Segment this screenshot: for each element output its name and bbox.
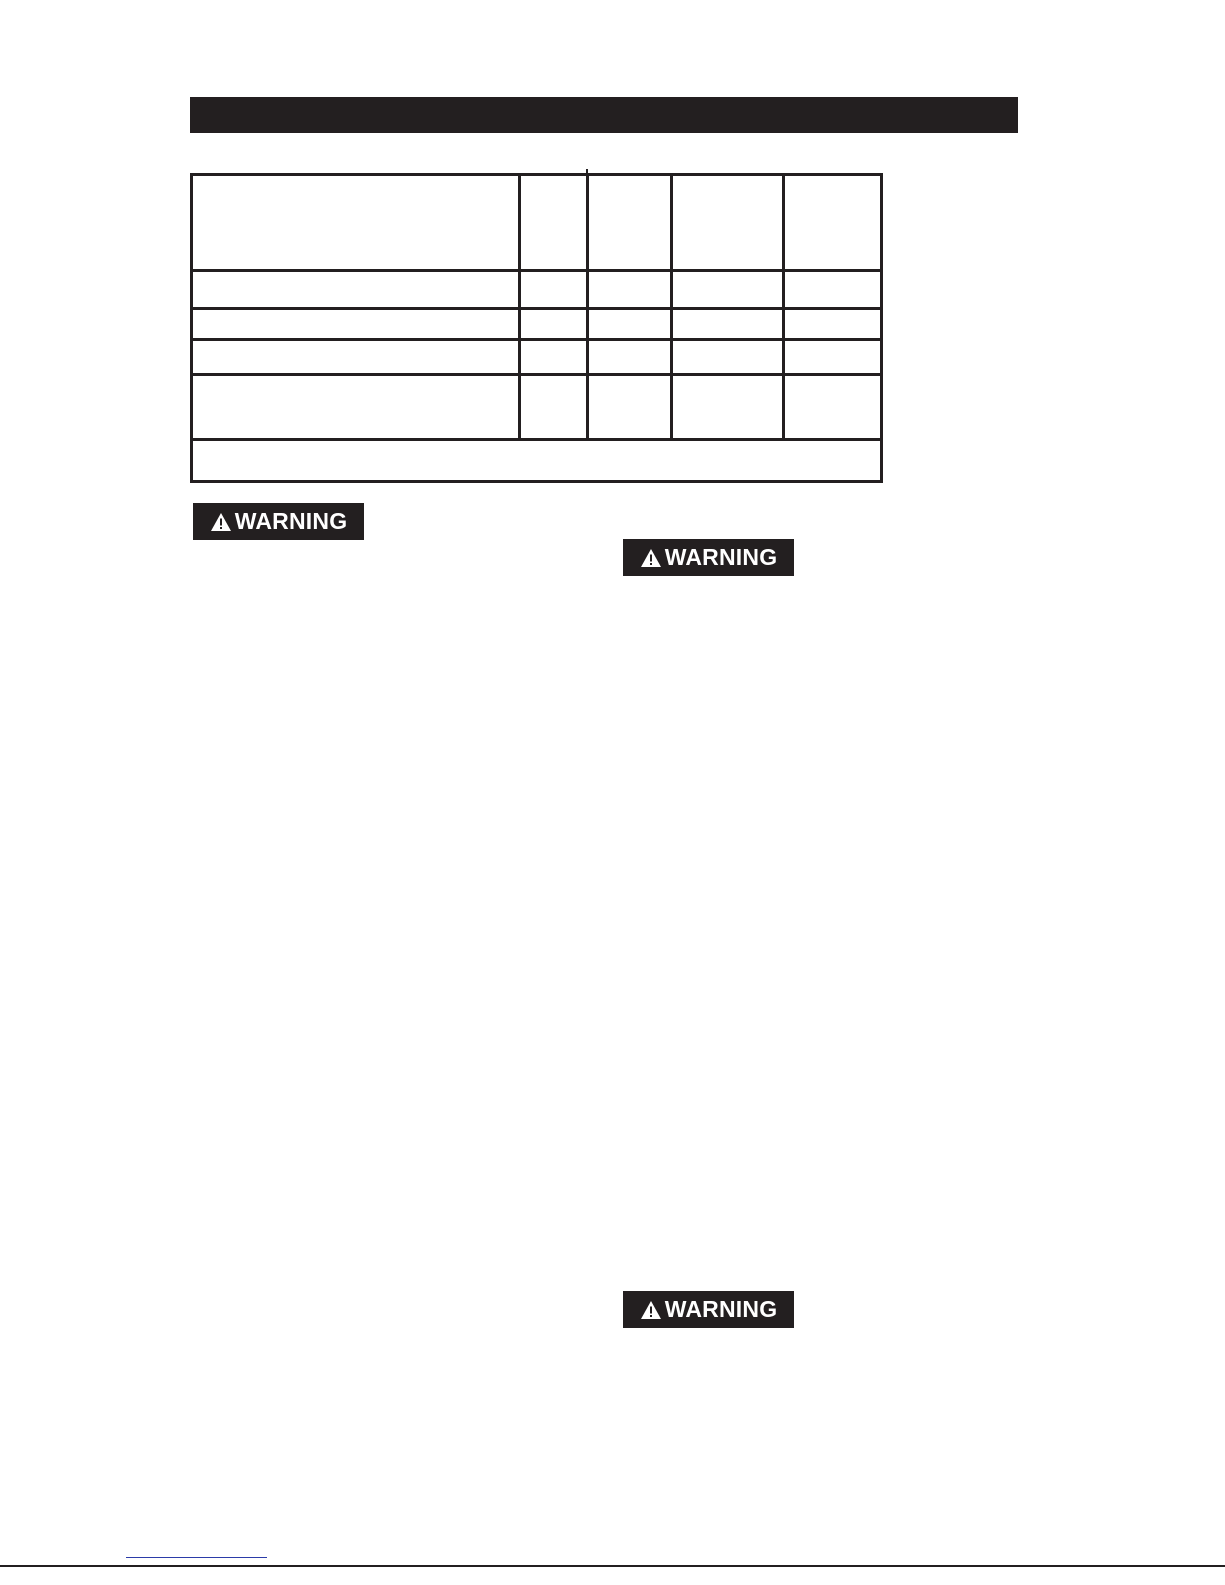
- table-cell: [192, 175, 520, 271]
- table-cell: [672, 340, 784, 375]
- table-cell: [588, 309, 672, 340]
- warning-label: [193, 503, 364, 540]
- warning-text: WARNING: [234, 508, 348, 534]
- table-cell: [588, 271, 672, 309]
- table-cell: [784, 271, 882, 309]
- table-cell: [672, 375, 784, 440]
- table-row: [192, 271, 882, 309]
- table-cell: [784, 340, 882, 375]
- footer-link-underline[interactable]: [126, 1557, 267, 1558]
- warning-text: WARNING: [664, 544, 778, 570]
- table-cell: [520, 175, 588, 271]
- table-cell: [520, 340, 588, 375]
- table-cell: [192, 309, 520, 340]
- table-footnote-cell: [192, 440, 882, 482]
- table-header-row: [192, 175, 882, 271]
- warning-triangle-icon: [640, 1300, 662, 1320]
- warning-label: [623, 1291, 794, 1328]
- warning-label: [623, 539, 794, 576]
- table-row: [192, 309, 882, 340]
- section-title-bar: [190, 97, 1018, 133]
- table-row: [192, 340, 882, 375]
- table-cell: [192, 340, 520, 375]
- table-cell: [784, 175, 882, 271]
- table-cell: [520, 309, 588, 340]
- table-cell: [588, 175, 672, 271]
- table-cell: [520, 271, 588, 309]
- table-footnote-row: [192, 440, 882, 482]
- table-row: [192, 375, 882, 440]
- table-cell: [588, 375, 672, 440]
- table-cell: [784, 375, 882, 440]
- table-cell: [192, 375, 520, 440]
- table-cell: [672, 309, 784, 340]
- spec-table: [190, 173, 883, 483]
- table-cell: [192, 271, 520, 309]
- warning-triangle-icon: [210, 512, 232, 532]
- table-cell: [520, 375, 588, 440]
- warning-text: WARNING: [664, 1296, 778, 1322]
- warning-triangle-icon: [640, 548, 662, 568]
- table-cell: [588, 340, 672, 375]
- table-cell: [784, 309, 882, 340]
- table-cell: [672, 271, 784, 309]
- page-bottom-rule: [0, 1565, 1225, 1567]
- table-cell: [672, 175, 784, 271]
